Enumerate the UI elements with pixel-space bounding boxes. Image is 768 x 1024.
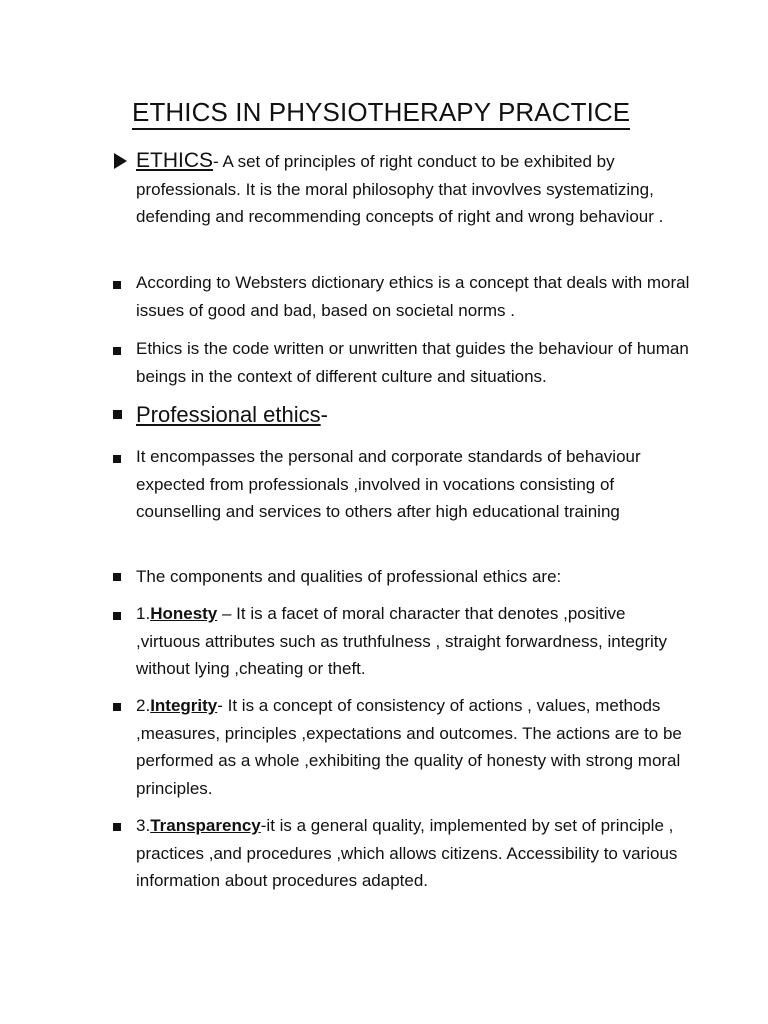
list-item-text: It encompasses the personal and corporate standards of behaviour expected from professionals ,involved in vocations consisting of counselling and services to others after high educational training: [136, 447, 641, 521]
heading-suffix: -: [320, 402, 328, 427]
list-item-integrity: [136, 692, 692, 802]
term-professional-ethics: Professional ethics: [136, 402, 321, 427]
term-honesty: Honesty: [150, 604, 218, 623]
term-ethics: ETHICS: [136, 149, 214, 172]
list-item-text: The components and qualities of professional ethics are:: [136, 567, 562, 586]
square-bullet-icon: [113, 573, 121, 581]
list-item: [136, 335, 692, 390]
list-item-text: According to Websters dictionary ethics is a concept that deals with moral issues of good and bad, based on societal norms .: [136, 273, 690, 320]
item-number: 2.: [136, 696, 151, 715]
list-item-text: - It is a concept of consistency of actions , values, methods ,measures, principles ,expectations and outcomes. The actions are to be performed as a whole ,exhibiting the quality of honesty with strong moral principles.: [136, 696, 682, 798]
square-bullet-icon: [113, 455, 121, 463]
list-item-text: Ethics is the code written or unwritten that guides the behaviour of human beings in the context of different culture and situations.: [136, 339, 689, 386]
square-bullet-icon: [113, 703, 121, 711]
list-item: [136, 563, 692, 591]
section-heading-professional-ethics: [136, 400, 692, 430]
list-item: [136, 443, 692, 526]
square-bullet-icon: [113, 347, 121, 355]
term-transparency: Transparency: [150, 816, 261, 835]
item-number: 3.: [136, 816, 151, 835]
list-item-text: – It is a facet of moral character that denotes ,positive ,virtuous attributes such as truthfulness , straight forwardness, integrity without lying ,cheating or theft.: [136, 604, 668, 678]
list-item-transparency: [136, 812, 692, 895]
item-number: 1.: [136, 604, 151, 623]
definition-text: - A set of principles of right conduct to be exhibited by professionals. It is the moral philosophy that invovlves systematizing, defending and recommending concepts of right and wrong behaviour .: [136, 152, 664, 226]
term-integrity: Integrity: [150, 696, 218, 715]
square-bullet-icon: [113, 281, 121, 289]
list-item-honesty: [136, 600, 692, 683]
list-item-text: -it is a general quality, implemented by set of principle , practices ,and procedures ,which allows citizens. Accessibility to various information about procedures adapted.: [136, 816, 678, 890]
definition-ethics: [136, 147, 692, 231]
square-bullet-icon: [113, 612, 121, 620]
page-title: ETHICS IN PHYSIOTHERAPY PRACTICE: [132, 96, 630, 130]
square-bullet-icon: [113, 823, 121, 831]
list-item: [136, 269, 692, 324]
square-bullet-icon: [113, 410, 122, 419]
triangle-bullet-icon: [114, 153, 127, 169]
